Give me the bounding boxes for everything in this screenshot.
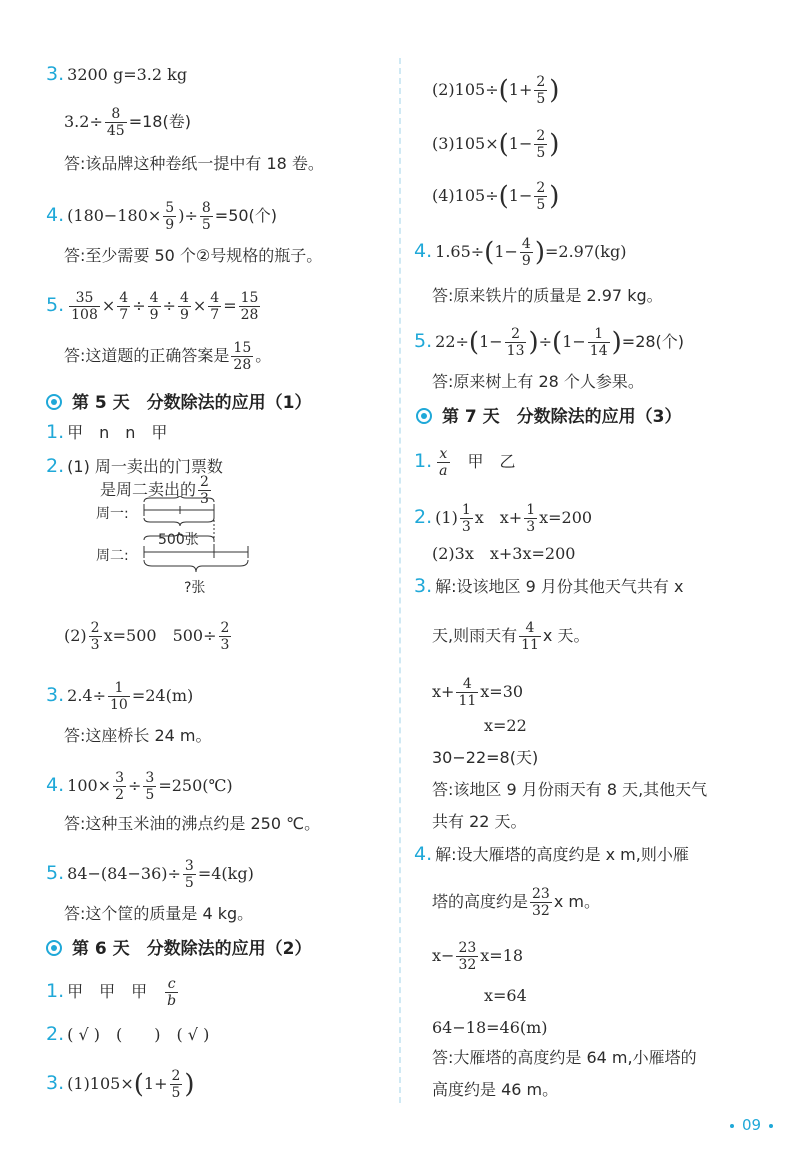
r-q5-answer: 答:原来树上有 28 个人参果。 — [432, 372, 644, 391]
circle-bullet-icon — [46, 940, 62, 956]
d7-q3-eq3: 30−22=8(天) — [432, 748, 539, 767]
d7-q4-answer-1: 答:大雁塔的高度约是 64 m,小雁塔的 — [432, 1048, 697, 1067]
d7-q2-part2: (2)3x x+3x=200 — [432, 544, 576, 563]
column-divider — [399, 58, 401, 1103]
d6-q2: 2. ( √ ) ( ) ( √ ) — [46, 1023, 210, 1045]
d5-q5-equation: 5. 84−(84−36)÷ $\frac{3}{5}$ =4(kg) — [46, 858, 254, 891]
circle-bullet-icon — [416, 408, 432, 424]
q3-line1: 3. 3200 g=3.2 kg — [46, 63, 188, 85]
d7-q3-line1: 3. 解:设该地区 9 月份其他天气共有 x — [414, 575, 684, 597]
d5-q4-equation: 4. 100× $\frac{3}{2}$ ÷ $\frac{3}{5}$ =250(℃) — [46, 770, 233, 803]
dot-icon — [730, 1124, 734, 1128]
q4-answer: 答:至少需要 50 个②号规格的瓶子。 — [64, 246, 323, 265]
d7-q2-part1: 2. (1) $\frac{1}{3}$ x x+ $\frac{1}{3}$ x=200 — [414, 502, 593, 535]
diagram-tue-label: 周二: — [96, 548, 129, 564]
diagram-total-label: ?张 — [184, 580, 206, 596]
day7-heading: 第 7 天 分数除法的应用（3） — [416, 402, 682, 427]
circle-bullet-icon — [46, 394, 62, 410]
d7-q4-line1: 4. 解:设大雁塔的高度约是 x m,则小雁 — [414, 843, 689, 865]
d6-q3-part1: 3. (1)105×(1+ $\frac{2}{5}$ ) — [46, 1068, 195, 1101]
d7-q4-line2: 塔的高度约是 $\frac{23}{32}$ x m。 — [432, 886, 600, 919]
q5-answer: 答:这道题的正确答案是 $\frac{15}{28}$ 。 — [64, 340, 272, 373]
r-q4-equation: 4. 1.65÷(1− $\frac{4}{9}$ )=2.97(kg) — [414, 236, 627, 269]
d7-q4-eq2: x=64 — [484, 986, 527, 1005]
d5-q5-answer: 答:这个筐的质量是 4 kg。 — [64, 904, 254, 923]
diagram-mon-label: 周一: — [96, 506, 129, 522]
d7-q3-eq1: x+ $\frac{4}{11}$ x=30 — [432, 676, 524, 709]
d5-q2-line2: 是周二卖出的 $\frac{2}{3}$ — [100, 474, 209, 507]
r-q5-equation: 5. 22÷(1− $\frac{2}{13}$ )÷(1− $\frac{1}{14}$ )=28(个) — [414, 326, 685, 359]
segment-diagram — [140, 496, 260, 582]
d5-q3-equation: 3. 2.4÷ $\frac{1}{10}$ =24(m) — [46, 680, 194, 713]
d7-q3-eq2: x=22 — [484, 716, 527, 735]
d5-q4-answer: 答:这种玉米油的沸点约是 250 ℃。 — [64, 814, 321, 833]
d7-q1: 1. $\frac{x}{a}$ 甲 乙 — [414, 446, 516, 479]
d5-q2-line1: 2. (1) 周一卖出的门票数 — [46, 455, 223, 477]
q3-line2: 3.2÷ $\frac{8}{45}$ =18(卷) — [64, 106, 191, 139]
d5-q1: 1. 甲 n n 甲 — [46, 421, 168, 443]
r-part3: (3)105×(1− $\frac{2}{5}$ ) — [432, 128, 560, 161]
d7-q4-answer-2: 高度约是 46 m。 — [432, 1080, 559, 1099]
r-q4-answer: 答:原来铁片的质量是 2.97 kg。 — [432, 286, 663, 305]
page-number: 09 — [722, 1116, 781, 1134]
day5-heading: 第 5 天 分数除法的应用（1） — [46, 388, 312, 413]
d5-q3-answer: 答:这座桥长 24 m。 — [64, 726, 212, 745]
day6-heading: 第 6 天 分数除法的应用（2） — [46, 934, 312, 959]
d7-q3-line2: 天,则雨天有 $\frac{4}{11}$ x 天。 — [432, 620, 590, 653]
d7-q3-answer-1: 答:该地区 9 月份雨天有 8 天,其他天气 — [432, 780, 708, 799]
r-part4: (4)105÷(1− $\frac{2}{5}$ ) — [432, 180, 560, 213]
r-part2: (2)105÷(1+ $\frac{2}{5}$ ) — [432, 74, 560, 107]
d7-q4-eq3: 64−18=46(m) — [432, 1018, 548, 1037]
dot-icon — [769, 1124, 773, 1128]
q5-equation: 5. $\frac{35}{108}$ × $\frac{4}{7}$ ÷ $\frac{4}{9}$ ÷ $\frac{4}{9}$ × $\frac{4}{7}$ = $\frac{15}{28}$ — [46, 290, 259, 323]
q3-answer: 答:该品牌这种卷纸一提中有 18 卷。 — [64, 154, 324, 173]
d7-q4-eq1: x− $\frac{23}{32}$ x=18 — [432, 940, 524, 973]
d5-q2-part2: (2) $\frac{2}{3}$ x=500 500÷ $\frac{2}{3}$ — [64, 620, 230, 653]
diagram-tue-amount: 500张 — [158, 532, 199, 548]
d6-q1: 1. 甲 甲 甲 $\frac{c}{b}$ — [46, 976, 177, 1009]
q4-equation: 4. (180−180× $\frac{5}{9}$ )÷ $\frac{8}{5}$ =50(个) — [46, 200, 278, 233]
d7-q3-answer-2: 共有 22 天。 — [432, 812, 527, 831]
